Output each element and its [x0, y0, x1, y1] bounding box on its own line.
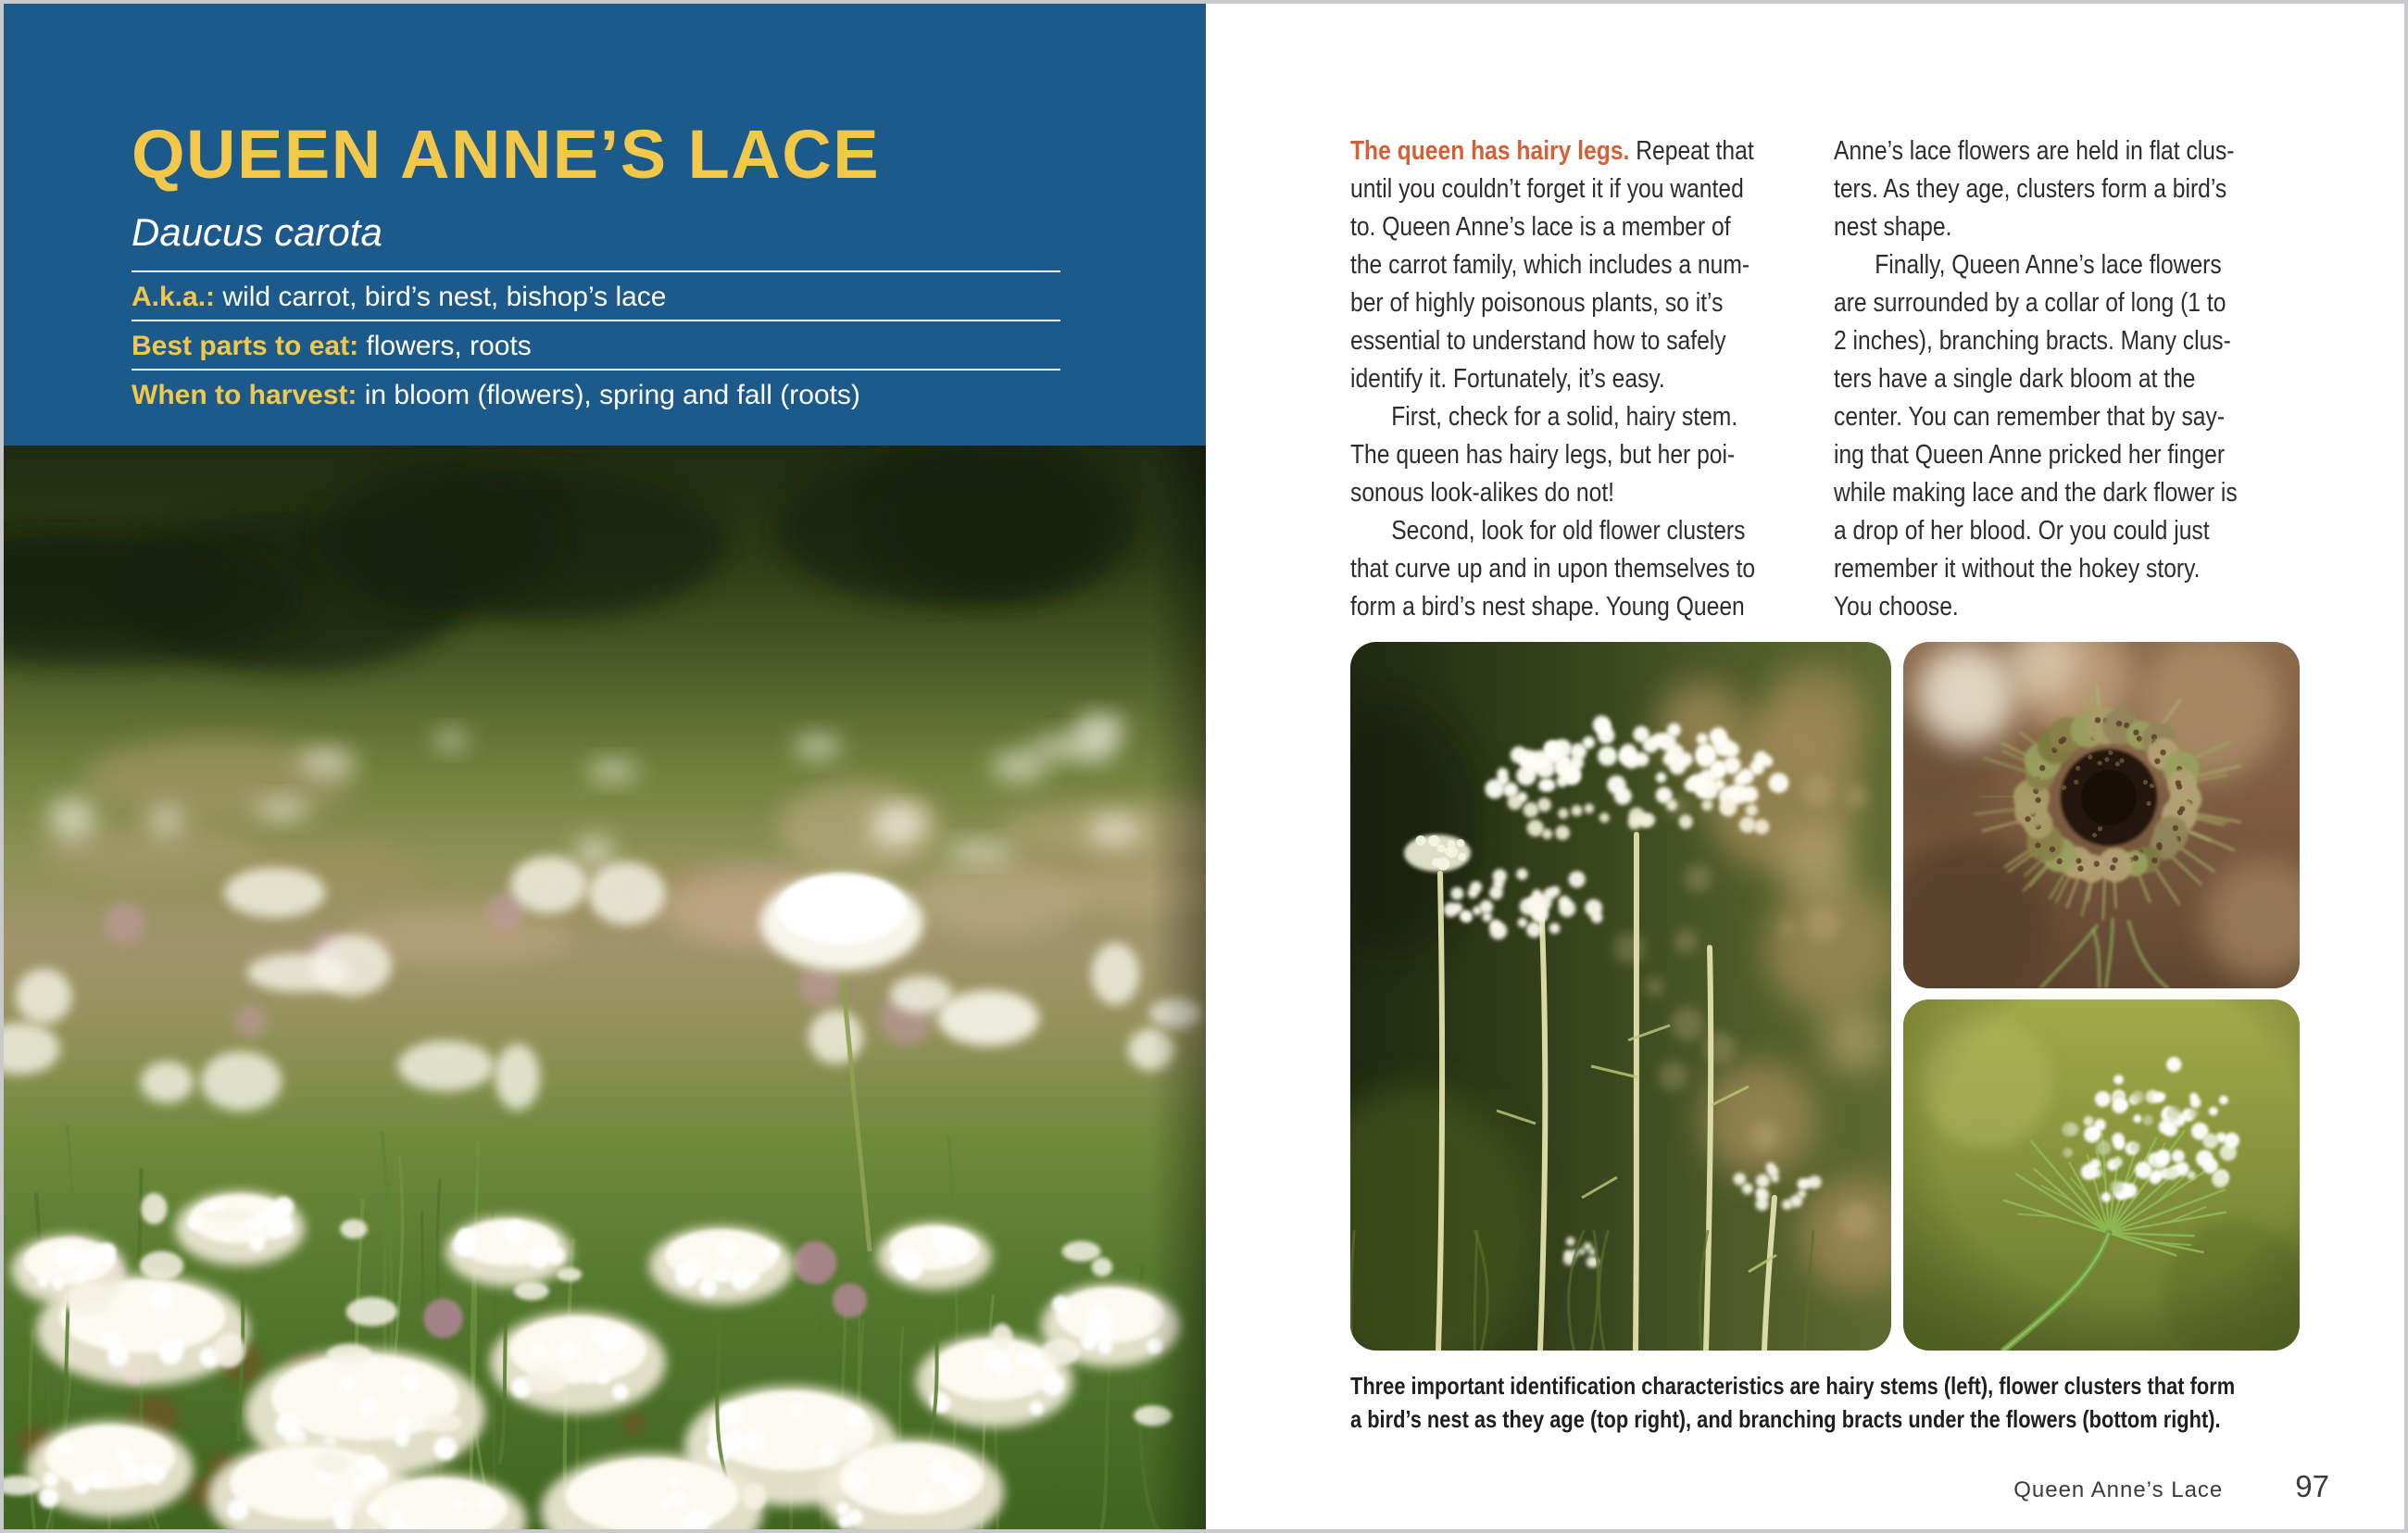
text-line: Finally, Queen Anne’s lace flowers [1875, 250, 2222, 280]
text-line: You choose. [1834, 592, 1959, 622]
fact-value: wild carrot, bird’s nest, bishop’s lace [215, 282, 667, 312]
text-line: remember it without the hokey story. [1834, 554, 2201, 584]
species-info-panel [4, 4, 1206, 446]
text-line: The queen has hairy legs, but her poi- [1350, 440, 1736, 470]
text-line: until you couldn’t forget it if you wanted [1350, 174, 1744, 204]
text-line: essential to understand how to safely [1350, 326, 1726, 356]
text-line: 2 inches), branching bracts. Many clus- [1834, 326, 2231, 356]
text-line: ters. As they age, clusters form a bird’s [1834, 174, 2227, 204]
text-line: are surrounded by a collar of long (1 to [1834, 288, 2226, 318]
text-line: Second, look for old flower clusters [1391, 516, 1746, 546]
running-footer: Queen Anne’s Lace [2013, 1477, 2224, 1502]
caption-line: a bird’s nest as they age (top right), and branching bracts under the flowers (bottom right). [1350, 1405, 2221, 1433]
fact-row [132, 270, 1060, 320]
fact-label: Best parts to eat: [132, 331, 359, 361]
text-line: to. Queen Anne’s lace is a member of [1350, 212, 1731, 242]
left-page [4, 4, 1206, 1529]
fact-label: A.k.a.: [132, 282, 216, 312]
text-line: while making lace and the dark flower is [1834, 478, 2238, 508]
fact-label: When to harvest: [132, 380, 357, 410]
text-line: the carrot family, which includes a num- [1350, 250, 1750, 280]
page-footer [2013, 1469, 2329, 1504]
text-line: ters have a single dark bloom at the [1834, 364, 2196, 394]
text-line: ber of highly poisonous plants, so it’s [1350, 288, 1724, 318]
text-line: that curve up and in upon themselves to [1350, 554, 1756, 584]
species-latin-name: Daucus carota [132, 210, 383, 254]
text-line: form a bird’s nest shape. Young Queen [1350, 592, 1745, 622]
fact-value: in bloom (flowers), spring and fall (roots) [357, 380, 860, 410]
lead-in-text: The queen has hairy legs. [1350, 136, 1630, 166]
body-column-2 [1834, 132, 2238, 626]
page-number: 97 [2295, 1469, 2329, 1503]
text-line: First, check for a solid, hairy stem. [1391, 402, 1738, 432]
text-line: nest shape. [1834, 212, 1952, 242]
caption-line: Three important identification characteristics are hairy stems (left), flower clusters that form [1350, 1372, 2236, 1400]
text-line: identify it. Fortunately, it’s easy. [1350, 364, 1665, 394]
text-line: Anne’s lace flowers are held in flat clus- [1834, 136, 2235, 166]
fact-row [132, 369, 1060, 418]
species-facts [132, 270, 1060, 418]
text-line: a drop of her blood. Or you could just [1834, 516, 2210, 546]
bracts-photo [1903, 999, 2300, 1351]
species-title: QUEEN ANNE’S LACE [132, 116, 881, 193]
fact-value: flowers, roots [358, 331, 532, 361]
text-line: The queen has hairy legs. Repeat that [1350, 136, 1754, 166]
photo-caption [1350, 1369, 2403, 1436]
text-line: ing that Queen Anne pricked her finger [1834, 440, 2226, 470]
fact-row [132, 320, 1060, 369]
field-photo [4, 446, 1206, 1529]
right-page [1206, 4, 2404, 1529]
text-line: center. You can remember that by say- [1834, 402, 2226, 432]
birds-nest-photo [1903, 642, 2300, 988]
text-line: sonous look-alikes do not! [1350, 478, 1615, 508]
body-column-1 [1350, 132, 1755, 626]
hairy-stems-photo [1350, 642, 1891, 1351]
